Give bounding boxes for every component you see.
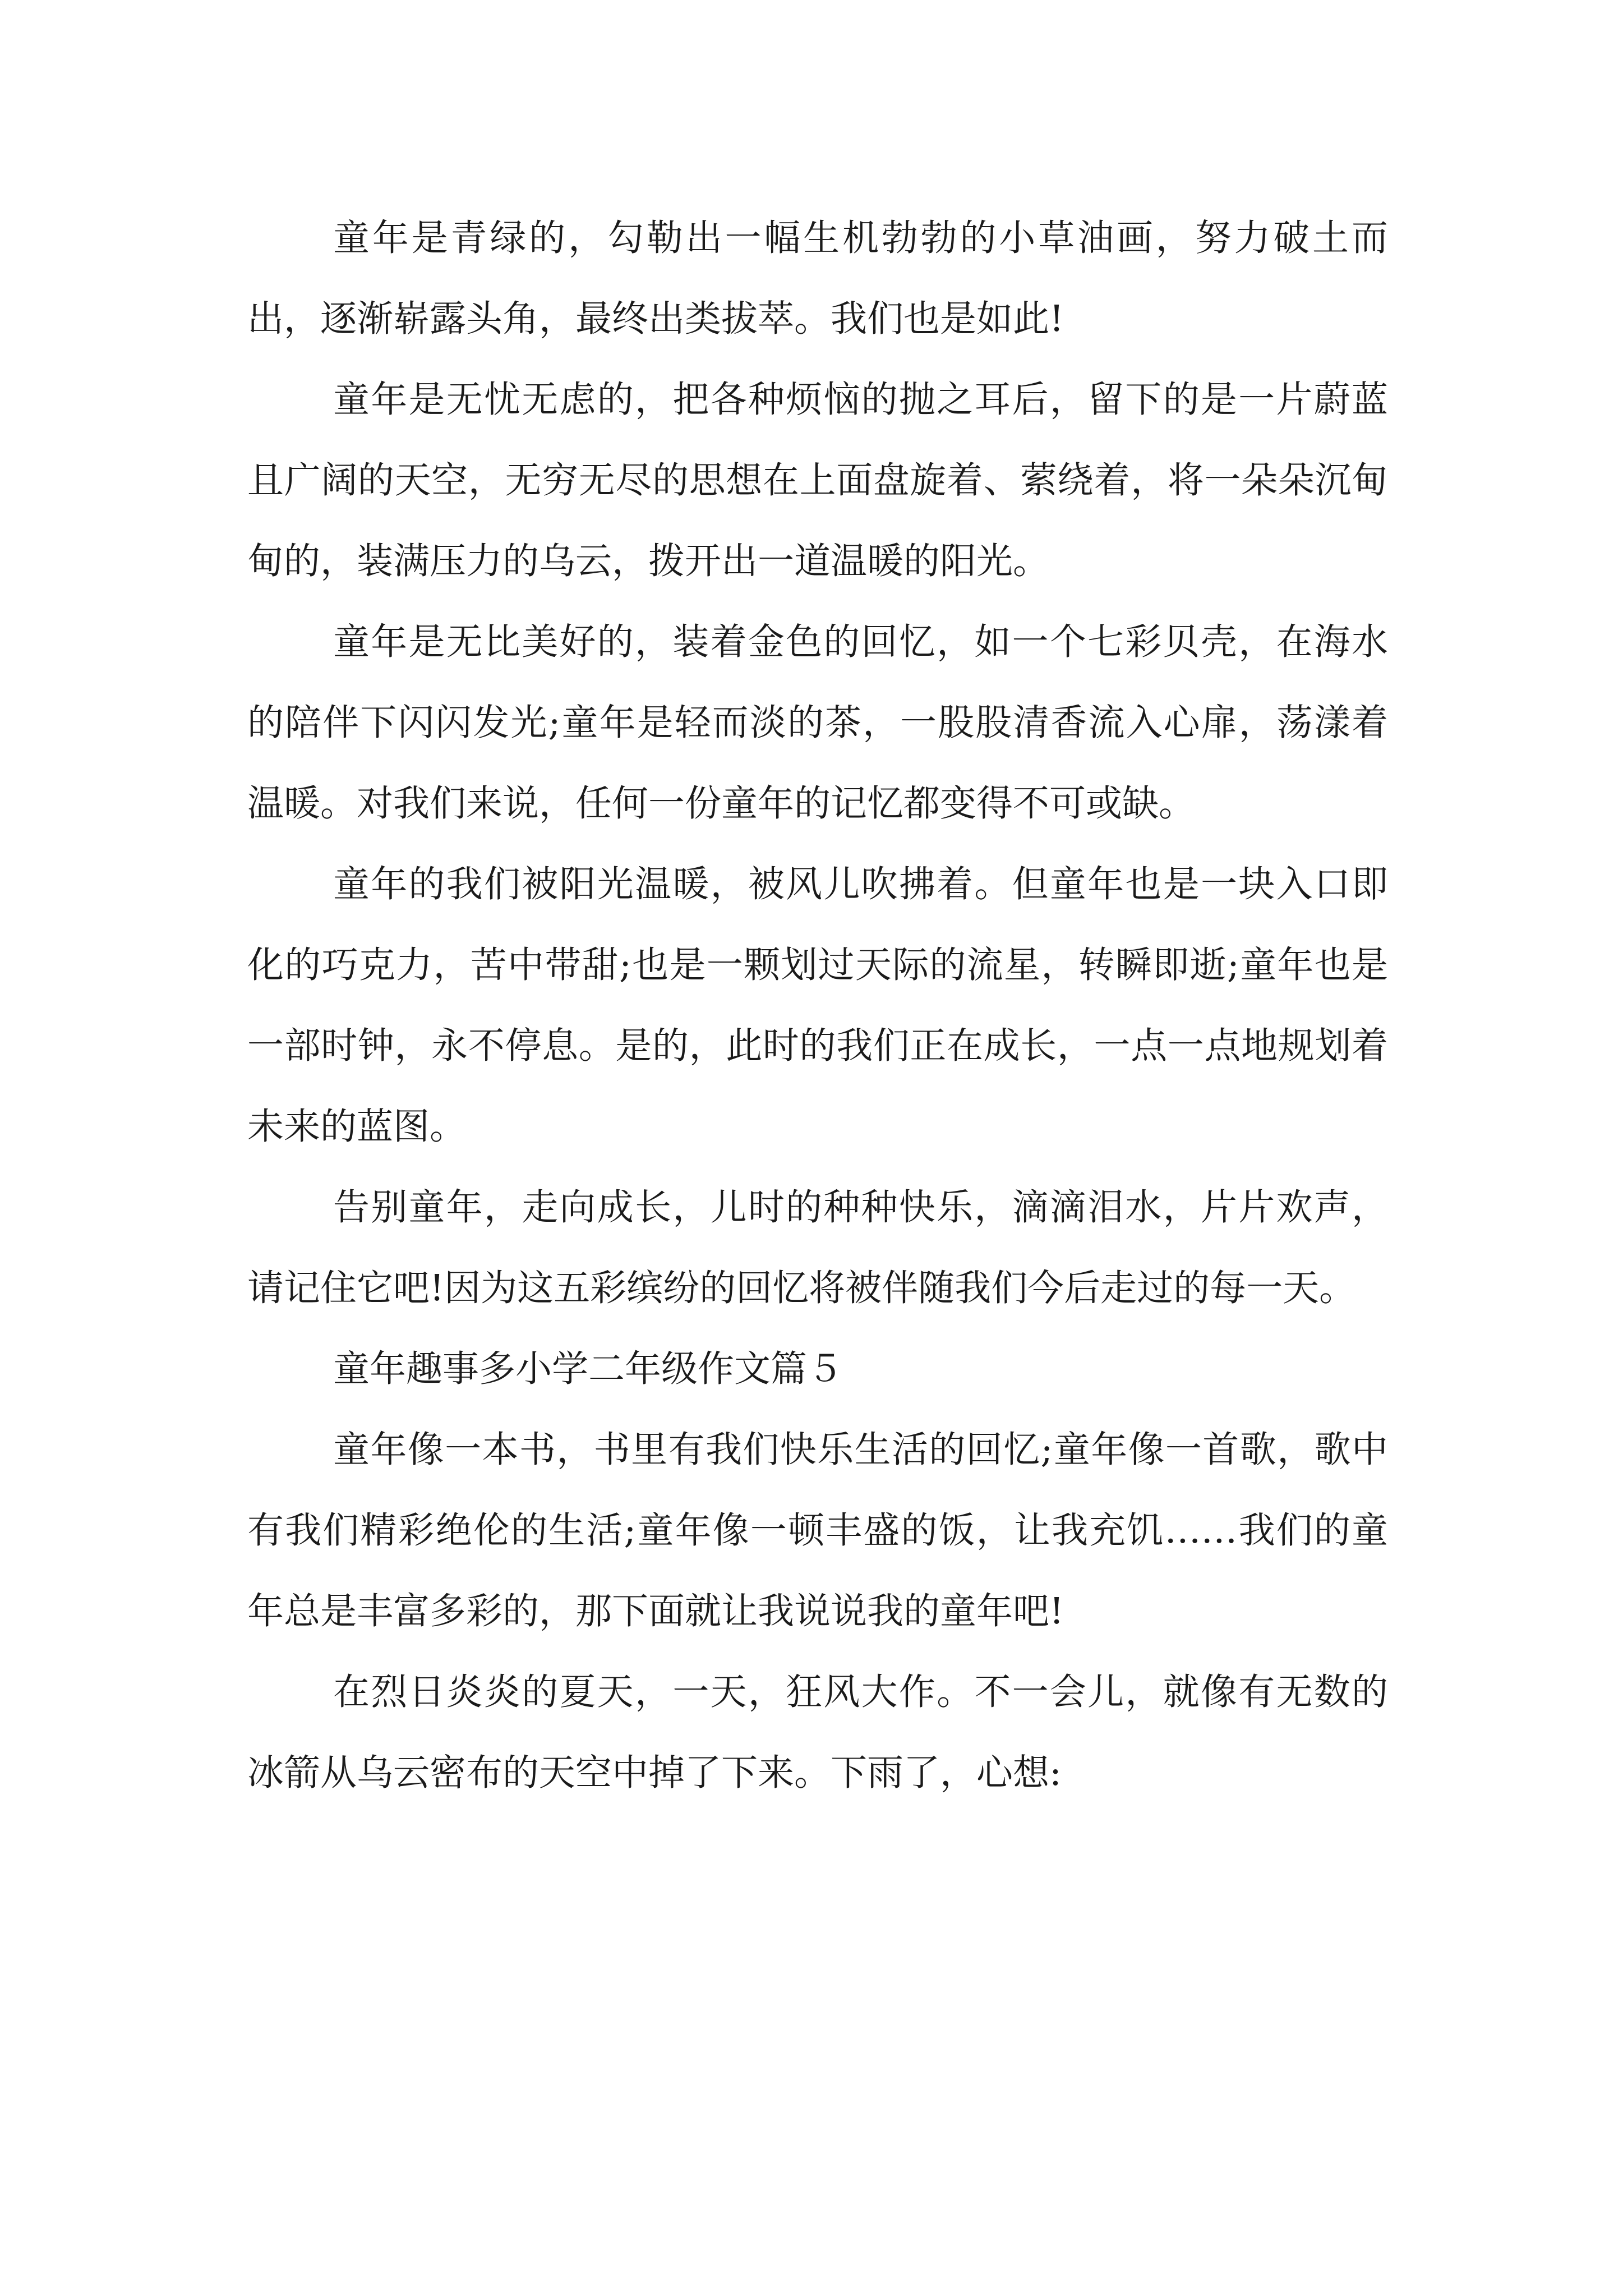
paragraph-beautiful-childhood: 童年是无比美好的，装着金色的回忆，如一个七彩贝壳，在海水的陪伴下闪闪发光;童年是轻而淡的茶，一股股清香流入心扉，荡漾着温暖。对我们来说，任何一份童年的记忆都变得不可或缺。 xyxy=(247,621,1388,825)
paragraph-summer-rain: 在烈日炎炎的夏天，一天，狂风大作。不一会儿，就像有无数的冰箭从乌云密布的天空中掉了下来。下雨了，心想: xyxy=(247,1671,1388,1794)
paragraph-green-childhood: 童年是青绿的，勾勒出一幅生机勃勃的小草油画，努力破土而出，逐渐崭露头角，最终出类拔萃。我们也是如此! xyxy=(247,217,1388,340)
paragraph-carefree-childhood: 童年是无忧无虑的，把各种烦恼的抛之耳后，留下的是一片蔚蓝且广阔的天空，无穷无尽的思想在上面盘旋着、萦绕着，将一朵朵沉甸甸的，装满压力的乌云，拨开出一道温暖的阳光。 xyxy=(247,379,1388,582)
paragraph-warm-childhood: 童年的我们被阳光温暖，被风儿吹拂着。但童年也是一块入口即化的巧克力，苦中带甜;也是一颗划过天际的流星，转瞬即逝;童年也是一部时钟，永不停息。是的，此时的我们正在成长，一点一点地规划着未来的蓝图。 xyxy=(247,863,1388,1148)
section-heading: 童年趣事多小学二年级作文篇５ xyxy=(333,1348,844,1390)
document-body xyxy=(247,198,1388,1814)
paragraph-farewell-childhood: 告别童年，走向成长，儿时的种种快乐，滴滴泪水，片片欢声，请记住它吧!因为这五彩缤纷的回忆将被伴随我们今后走过的每一天。 xyxy=(247,1186,1388,1309)
paragraph-childhood-like-book: 童年像一本书，书里有我们快乐生活的回忆;童年像一首歌，歌中有我们精彩绝伦的生活;童年像一顿丰盛的饭，让我充饥……我们的童年总是丰富多彩的，那下面就让我说说我的童年吧! xyxy=(247,1429,1388,1632)
